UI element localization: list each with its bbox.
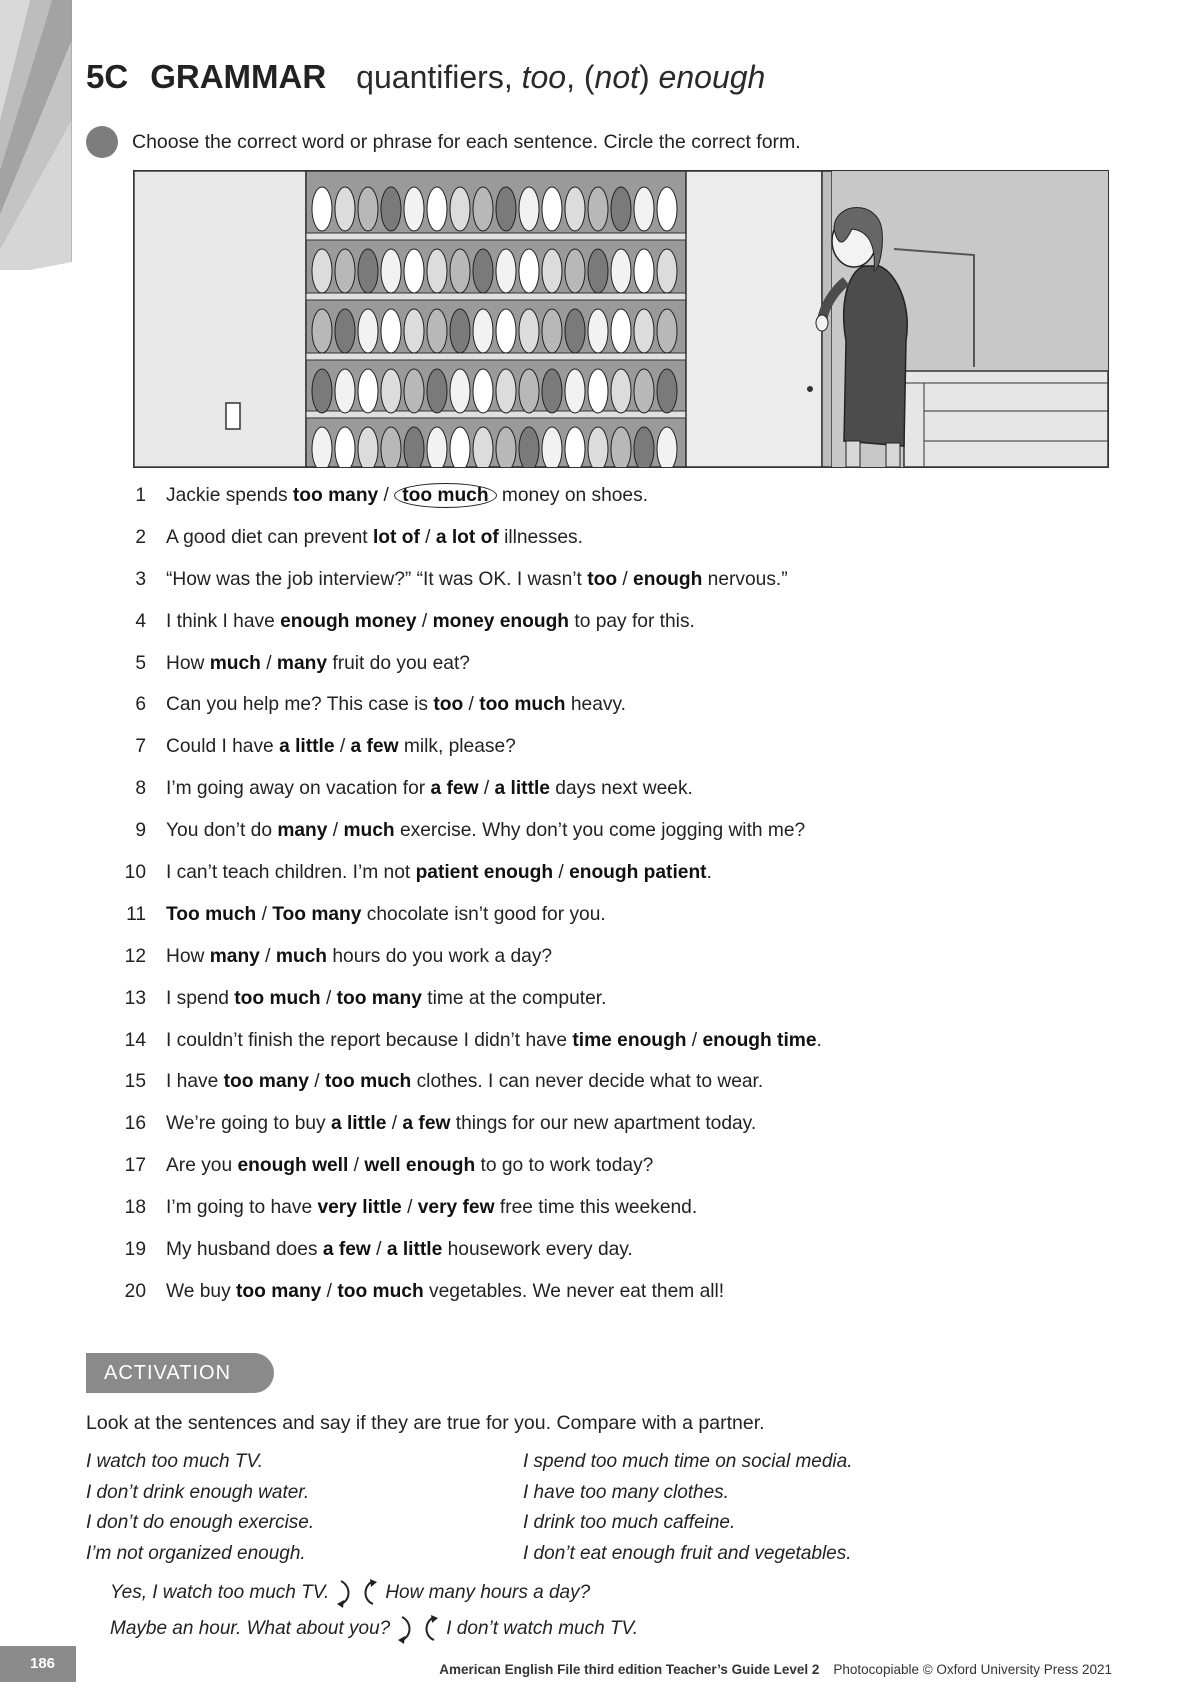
- shoe: [358, 187, 378, 231]
- option-separator: /: [259, 945, 276, 967]
- sentence-end: vegetables. We never eat them all!: [423, 1280, 725, 1302]
- shoe: [404, 249, 424, 293]
- sentence-start: Are you: [166, 1155, 238, 1177]
- shoe: [565, 249, 585, 293]
- sentence-end: .: [816, 1029, 822, 1051]
- shoe: [358, 309, 378, 353]
- option-separator: /: [320, 987, 337, 1009]
- option-separator: /: [378, 485, 395, 506]
- shoe: [450, 309, 470, 353]
- item-sentence: [166, 735, 516, 759]
- sentence-start: Could I have: [166, 736, 280, 758]
- shoe: [312, 187, 332, 231]
- sentence-start: My husband does: [166, 1239, 323, 1261]
- shoe: [312, 369, 332, 413]
- item-sentence: [166, 945, 552, 969]
- item-number: 10: [124, 862, 146, 884]
- shoe: [473, 309, 493, 353]
- exercise-item: [110, 526, 1110, 568]
- item-number: 7: [135, 736, 146, 758]
- exercise-list: [110, 484, 1110, 1322]
- shoe: [611, 249, 631, 293]
- sentence-end: to pay for this.: [569, 610, 695, 632]
- exercise-item: [110, 693, 1110, 735]
- exercise-item: [110, 945, 1110, 987]
- shoe: [542, 427, 562, 467]
- shoe: [450, 187, 470, 231]
- item-number: 3: [135, 568, 146, 590]
- shoe: [519, 309, 539, 353]
- option-separator: /: [463, 694, 480, 716]
- exercise-bullet-icon: [86, 126, 118, 158]
- shoe: [565, 187, 585, 231]
- sentence-start: “How was the job interview?” “It was OK. I wasn’t: [166, 568, 588, 590]
- sentence-start: We’re going to buy: [166, 1113, 331, 1135]
- shoe: [381, 187, 401, 231]
- exercise-instruction: Choose the correct word or phrase for each sentence. Circle the correct form.: [132, 130, 801, 153]
- item-sentence: [166, 903, 606, 927]
- option-separator: /: [478, 778, 495, 800]
- item-number: 1: [135, 485, 146, 506]
- section-code: 5C: [86, 58, 129, 95]
- shoe: [381, 369, 401, 413]
- shoe: [427, 187, 447, 231]
- shoe: [634, 309, 654, 353]
- item-number: 13: [124, 987, 146, 1009]
- shoe: [473, 427, 493, 467]
- footer-book-title: American English File third edition Teacher’s Guide Level 2: [439, 1662, 820, 1677]
- item-number: 9: [135, 820, 146, 842]
- option-b[interactable]: too much: [324, 1071, 412, 1093]
- activation-sentence: I’m not organized enough.: [86, 1542, 306, 1564]
- option-a[interactable]: too: [587, 568, 618, 590]
- shoe: [588, 249, 608, 293]
- sentence-end: exercise. Why don’t you come jogging with me?: [394, 820, 806, 842]
- exercise-item: [110, 1029, 1110, 1071]
- item-number: 19: [124, 1239, 146, 1261]
- item-sentence: [166, 1238, 633, 1262]
- shoe: [588, 427, 608, 467]
- item-number: 12: [124, 945, 146, 967]
- sentence-end: time at the computer.: [421, 987, 607, 1009]
- exercise-item: [110, 1238, 1110, 1280]
- shoe: [634, 369, 654, 413]
- page-header: [86, 58, 765, 96]
- shoe: [473, 369, 493, 413]
- item-sentence: [166, 987, 606, 1011]
- sentence-end: hours do you work a day?: [327, 945, 553, 967]
- section-title: GRAMMAR: [150, 58, 327, 95]
- exercise-item: [110, 987, 1110, 1029]
- option-separator: /: [260, 652, 277, 674]
- page-number: 186: [0, 1646, 76, 1682]
- option-a[interactable]: time enough: [572, 1029, 687, 1051]
- sentence-start: Can you help me? This case is: [166, 694, 434, 716]
- shoe: [496, 369, 516, 413]
- item-sentence: [166, 693, 626, 717]
- option-a[interactable]: a few: [430, 778, 479, 800]
- shoe: [427, 249, 447, 293]
- dialog-speaker-b: I don’t watch much TV.: [446, 1618, 639, 1639]
- item-sentence: [166, 568, 788, 592]
- option-b[interactable]: enough time: [702, 1029, 817, 1051]
- sentence-end: things for our new apartment today.: [450, 1113, 757, 1135]
- activation-sentence: I don’t eat enough fruit and vegetables.: [523, 1542, 852, 1564]
- dialog-speaker-a: Maybe an hour. What about you?: [110, 1618, 391, 1639]
- shoe: [358, 427, 378, 467]
- shoe: [634, 187, 654, 231]
- sentence-end: free time this weekend.: [494, 1197, 698, 1219]
- option-b[interactable]: too much: [479, 694, 566, 716]
- sentence-start: I couldn’t finish the report because I didn’t have: [166, 1029, 573, 1051]
- sentence-start: I’m going to have: [166, 1197, 318, 1219]
- section-subtitle: quantifiers, too, (not) enough: [356, 59, 766, 95]
- shoe: [496, 309, 516, 353]
- shoe: [335, 369, 355, 413]
- option-a[interactable]: too many: [223, 1071, 309, 1093]
- dialog-line: [110, 1575, 638, 1611]
- shoe: [450, 369, 470, 413]
- option-b[interactable]: enough patient: [569, 862, 707, 884]
- option-separator: /: [416, 610, 433, 632]
- shoe: [496, 249, 516, 293]
- option-a[interactable]: lot of: [372, 526, 420, 548]
- sentence-start: You don’t do: [166, 820, 278, 842]
- shoe: [657, 249, 677, 293]
- shoe: [519, 427, 539, 467]
- activation-left-column: [86, 1450, 314, 1572]
- option-a[interactable]: too: [433, 694, 464, 716]
- activation-right-column: [523, 1450, 853, 1572]
- item-sentence: [166, 652, 470, 676]
- shoe: [427, 427, 447, 467]
- item-sentence: [166, 526, 583, 550]
- shoe: [657, 427, 677, 467]
- exercise-item: [110, 1280, 1110, 1322]
- exercise-item: [110, 1154, 1110, 1196]
- option-separator: /: [386, 1113, 403, 1135]
- option-a[interactable]: enough money: [280, 610, 417, 632]
- activation-sentence: I drink too much caffeine.: [523, 1512, 736, 1533]
- shoe: [358, 249, 378, 293]
- item-sentence: [166, 861, 712, 885]
- option-separator: /: [327, 820, 344, 842]
- shoe: [657, 309, 677, 353]
- item-number: 6: [135, 694, 146, 716]
- option-b[interactable]: a little: [494, 778, 550, 800]
- page-footer: [439, 1662, 1112, 1677]
- shoe: [611, 369, 631, 413]
- sentence-end: to go to work today?: [475, 1155, 654, 1177]
- option-b[interactable]: too much: [337, 1280, 424, 1302]
- sentence-end: clothes. I can never decide what to wear.: [411, 1071, 764, 1093]
- exercise-item: [110, 903, 1110, 945]
- exercise-item: [110, 1196, 1110, 1238]
- dialog-speaker-b: How many hours a day?: [385, 1582, 591, 1603]
- shoe: [542, 187, 562, 231]
- option-a[interactable]: enough well: [237, 1155, 349, 1177]
- exercise-item: [110, 610, 1110, 652]
- shoe: [473, 249, 493, 293]
- item-number: 17: [124, 1155, 146, 1177]
- sentence-start: I spend: [166, 987, 235, 1009]
- item-sentence: [166, 1029, 822, 1053]
- sentence-end: fruit do you eat?: [327, 652, 470, 674]
- activation-sentence: I have too many clothes.: [523, 1481, 729, 1503]
- activation-sentence: I don’t do enough exercise.: [86, 1512, 315, 1533]
- option-b[interactable]: money enough: [432, 610, 570, 632]
- shoe: [312, 309, 332, 353]
- option-b[interactable]: well enough: [364, 1155, 476, 1177]
- activation-sentence: I spend too much time on social media.: [523, 1451, 853, 1472]
- item-number: 2: [135, 526, 146, 548]
- sentence-start: I’m going away on vacation for: [166, 778, 431, 800]
- option-a[interactable]: a little: [279, 736, 335, 758]
- option-b[interactable]: enough: [633, 568, 703, 590]
- sentence-end: illnesses.: [498, 526, 583, 548]
- sentence-start: I can’t teach children. I’m not: [166, 862, 416, 884]
- shoe: [404, 309, 424, 353]
- item-sentence: [166, 1112, 756, 1136]
- shoe: [427, 369, 447, 413]
- option-separator: /: [686, 1029, 703, 1051]
- speech-turn-arrows-icon: [333, 1578, 381, 1608]
- shoe: [565, 427, 585, 467]
- option-a[interactable]: patient enough: [415, 862, 554, 884]
- sentence-start: A good diet can prevent: [166, 526, 373, 548]
- sentence-start: How: [166, 945, 210, 967]
- woman-at-shoe-closet-illustration: [133, 170, 1109, 468]
- shoe: [542, 249, 562, 293]
- exercise-item: [110, 1070, 1110, 1112]
- sentence-end: nervous.”: [702, 568, 788, 590]
- shoe: [588, 187, 608, 231]
- option-separator: /: [348, 1155, 365, 1177]
- shoe: [565, 369, 585, 413]
- item-number: 14: [124, 1029, 146, 1051]
- shoe: [496, 187, 516, 231]
- option-separator: /: [308, 1071, 325, 1093]
- activation-instruction: Look at the sentences and say if they are true for you. Compare with a partner.: [86, 1412, 765, 1434]
- item-sentence: [166, 1154, 653, 1178]
- shoe: [312, 427, 332, 467]
- exercise-item: [110, 735, 1110, 777]
- sentence-end: .: [706, 862, 712, 884]
- sentence-end: housework every day.: [442, 1239, 633, 1261]
- speech-turn-arrows-icon: [394, 1614, 442, 1644]
- option-b[interactable]: much: [275, 945, 328, 967]
- corner-fan-decoration: [0, 0, 72, 270]
- sentence-start: I think I have: [166, 610, 281, 632]
- option-a[interactable]: too much: [234, 987, 321, 1009]
- option-a[interactable]: very little: [317, 1197, 402, 1219]
- item-sentence: [166, 1280, 724, 1304]
- option-b[interactable]: a little: [386, 1239, 443, 1261]
- exercise-item: [110, 1112, 1110, 1154]
- activation-label: ACTIVATION: [86, 1353, 274, 1393]
- item-sentence: [166, 1196, 697, 1220]
- shoe: [588, 369, 608, 413]
- option-a[interactable]: many: [209, 945, 260, 967]
- item-sentence: [166, 819, 805, 843]
- item-number: 4: [135, 610, 146, 632]
- option-b[interactable]: too many: [336, 987, 422, 1009]
- item-number: 15: [124, 1071, 146, 1093]
- shoe: [335, 249, 355, 293]
- shoe: [473, 187, 493, 231]
- sentence-start: Jackie spends: [166, 485, 293, 506]
- shoe: [634, 427, 654, 467]
- sentence-end: chocolate isn’t good for you.: [361, 903, 606, 925]
- option-separator: /: [321, 1280, 338, 1302]
- option-a[interactable]: much: [209, 652, 261, 674]
- option-b[interactable]: Too many: [272, 903, 362, 925]
- exercise-item: [110, 568, 1110, 610]
- shoe: [542, 309, 562, 353]
- instruction-row: [86, 126, 801, 158]
- option-separator: /: [256, 903, 273, 925]
- shoe: [657, 369, 677, 413]
- option-b[interactable]: a few: [402, 1113, 451, 1135]
- activation-sentence: I watch too much TV.: [86, 1451, 264, 1472]
- item-sentence: [166, 777, 693, 801]
- shoe: [335, 309, 355, 353]
- shoe: [611, 187, 631, 231]
- option-b[interactable]: much: [343, 820, 395, 842]
- option-a[interactable]: a little: [330, 1113, 387, 1135]
- activation-sentence: I don’t drink enough water.: [86, 1481, 310, 1503]
- option-a[interactable]: a few: [322, 1239, 371, 1261]
- item-number: 5: [135, 652, 146, 674]
- shoe: [427, 309, 447, 353]
- item-sentence: [166, 484, 648, 508]
- shoe: [634, 249, 654, 293]
- option-separator: /: [334, 736, 351, 758]
- sentence-start: How: [166, 652, 210, 674]
- item-number: 20: [124, 1280, 146, 1302]
- item-sentence: [166, 610, 695, 634]
- shoe: [542, 369, 562, 413]
- shoe: [611, 309, 631, 353]
- sentence-start: We buy: [166, 1280, 237, 1302]
- shoe: [519, 369, 539, 413]
- option-separator: /: [617, 568, 634, 590]
- exercise-item: [110, 861, 1110, 903]
- exercise-item: [110, 652, 1110, 694]
- footer-copyright: Photocopiable © Oxford University Press 2021: [833, 1662, 1112, 1677]
- option-separator: /: [370, 1239, 387, 1261]
- shoe: [450, 427, 470, 467]
- shoe: [450, 249, 470, 293]
- shoe: [519, 187, 539, 231]
- sentence-end: heavy.: [565, 694, 626, 716]
- shoe: [381, 309, 401, 353]
- exercise-item: [110, 484, 1110, 526]
- shoe: [519, 249, 539, 293]
- option-b[interactable]: many: [276, 652, 328, 674]
- option-separator: /: [419, 526, 436, 548]
- sentence-end: milk, please?: [398, 736, 516, 758]
- dialog-line: [110, 1611, 638, 1647]
- option-b[interactable]: a few: [350, 736, 399, 758]
- option-a[interactable]: too many: [236, 1280, 322, 1302]
- shoe: [404, 427, 424, 467]
- item-number: 11: [126, 903, 146, 925]
- option-b[interactable]: too much: [394, 483, 496, 508]
- shoe: [335, 187, 355, 231]
- sentence-end: days next week.: [549, 778, 693, 800]
- option-separator: /: [553, 862, 570, 884]
- shoe: [312, 249, 332, 293]
- example-dialog: [110, 1575, 638, 1647]
- item-number: 18: [124, 1197, 146, 1219]
- dialog-speaker-a: Yes, I watch too much TV.: [110, 1582, 330, 1603]
- shoe: [335, 427, 355, 467]
- sentence-end: money on shoes.: [496, 485, 649, 506]
- exercise-item: [110, 777, 1110, 819]
- option-separator: /: [401, 1197, 418, 1219]
- shoe: [404, 187, 424, 231]
- shoe: [657, 187, 677, 231]
- option-b[interactable]: very few: [417, 1197, 495, 1219]
- option-a[interactable]: many: [277, 820, 328, 842]
- item-number: 16: [124, 1113, 146, 1135]
- shoe: [565, 309, 585, 353]
- shoe: [611, 427, 631, 467]
- shoe: [381, 427, 401, 467]
- option-b[interactable]: a lot of: [435, 526, 499, 548]
- shoe: [358, 369, 378, 413]
- item-sentence: [166, 1070, 763, 1094]
- sentence-start: I have: [166, 1071, 224, 1093]
- exercise-item: [110, 819, 1110, 861]
- shoe: [381, 249, 401, 293]
- item-number: 8: [135, 778, 146, 800]
- shoe: [404, 369, 424, 413]
- shoe: [588, 309, 608, 353]
- option-a[interactable]: Too much: [166, 903, 257, 925]
- shoe: [496, 427, 516, 467]
- option-a[interactable]: too many: [292, 485, 379, 506]
